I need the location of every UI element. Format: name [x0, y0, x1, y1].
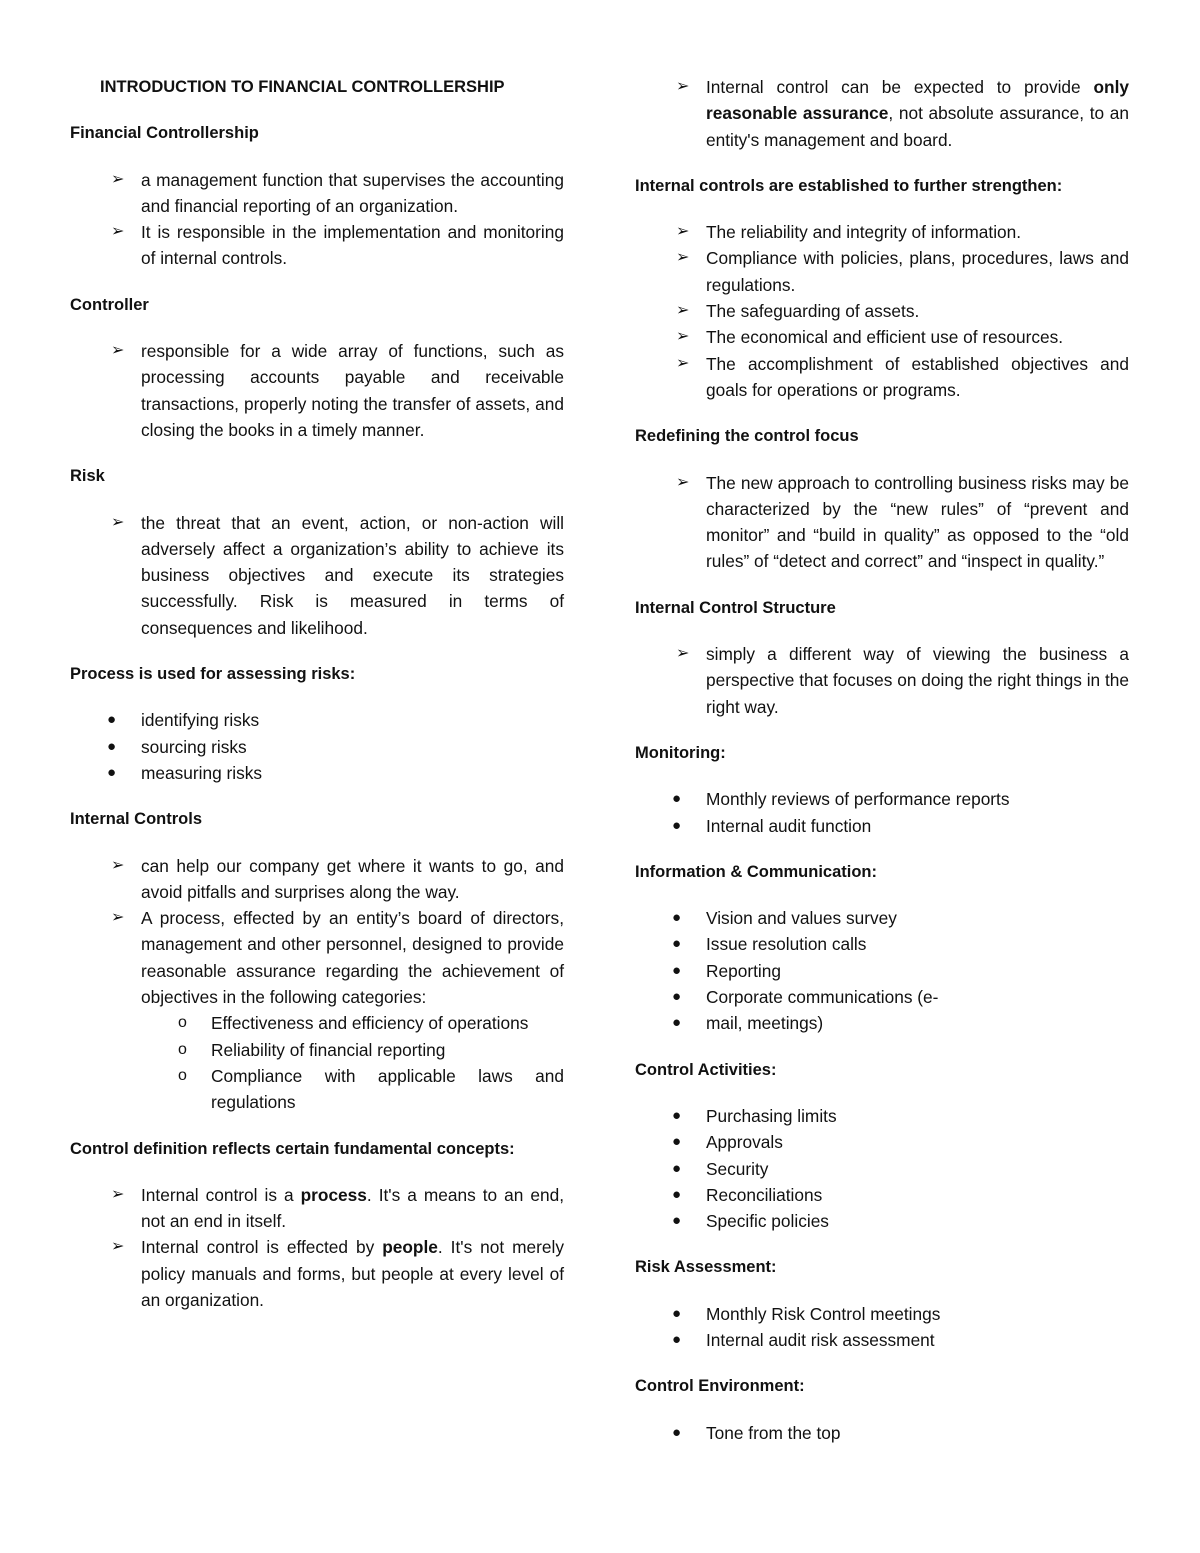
- list-item: ➢ The safeguarding of assets.: [635, 298, 1129, 324]
- list-item: ● Issue resolution calls: [635, 931, 1129, 957]
- bullet-icon: ●: [672, 816, 682, 834]
- arrow-bullet-icon: ➢: [111, 856, 125, 874]
- heading-monitoring: Monitoring:: [635, 743, 726, 762]
- list-financial-controllership: [70, 167, 564, 272]
- bullet-icon: ●: [672, 1423, 682, 1441]
- bullet-icon: ●: [672, 1133, 682, 1151]
- list-item: ● Vision and values survey: [635, 905, 1129, 931]
- heading-information-communication: Information & Communication:: [635, 862, 877, 881]
- list-item: ➢ the threat that an event, action, or non-action will adversely affect a organization’s ability to achieve its business objectives and execute its strategies successfully. Risk is measured in terms of consequences and likelihood.: [70, 510, 564, 641]
- list-item: ➢ A process, effected by an entity’s board of directors, management and other personnel, designed to provide reasonable assurance regarding the achievement of objectives in the following categories: o Effectiveness and efficiency of operations o Reliability of financial reporting o Compliance with applicable laws and regulations: [70, 905, 564, 1115]
- bullet-icon: ●: [672, 909, 682, 927]
- list-process-assessing-risks: [70, 707, 564, 786]
- list-item: o Compliance with applicable laws and regulations: [70, 1063, 564, 1116]
- list-item: ➢ The new approach to controlling business risks may be characterized by the “new rules” of “prevent and monitor” and “build in quality” as opposed to the “old rules” of “detect and correct” and “inspect in quality.”: [635, 470, 1129, 575]
- heading-control-activities: Control Activities:: [635, 1060, 777, 1079]
- list-item: ● Internal audit risk assessment: [635, 1327, 1129, 1353]
- bullet-icon: ●: [672, 1159, 682, 1177]
- list-item: ● sourcing risks: [70, 734, 564, 760]
- list-item: o Effectiveness and efficiency of operations: [70, 1010, 564, 1036]
- bullet-icon: ●: [107, 737, 117, 755]
- document-title: INTRODUCTION TO FINANCIAL CONTROLLERSHIP: [100, 78, 505, 96]
- list-control-environment: [635, 1420, 1129, 1446]
- list-internal-control-structure: [635, 641, 1129, 720]
- list-control-activities: [635, 1103, 1129, 1234]
- list-item: ● Tone from the top: [635, 1420, 1129, 1446]
- heading-strengthen: Internal controls are established to further strengthen:: [635, 176, 1063, 195]
- list-item: ● Reporting: [635, 958, 1129, 984]
- list-item: o Reliability of financial reporting: [70, 1037, 564, 1063]
- arrow-bullet-icon: ➢: [111, 223, 125, 241]
- heading-risk-assessment: Risk Assessment:: [635, 1258, 777, 1277]
- arrow-bullet-icon: ➢: [111, 909, 125, 927]
- list-information-communication: [635, 905, 1129, 1036]
- arrow-bullet-icon: ➢: [676, 302, 690, 320]
- bullet-icon: ●: [672, 790, 682, 808]
- list-item: ➢ Compliance with policies, plans, procedures, laws and regulations.: [635, 245, 1129, 298]
- list-item: ➢ Internal control is a process. It's a means to an end, not an end in itself.: [70, 1182, 564, 1235]
- bullet-icon: ●: [672, 1304, 682, 1322]
- heading-internal-controls: Internal Controls: [70, 810, 203, 829]
- heading-risk: Risk: [70, 467, 105, 486]
- list-item: ● Specific policies: [635, 1208, 1129, 1234]
- list-item: ● Corporate communications (e-: [635, 984, 1129, 1010]
- list-internal-controls: [70, 853, 564, 1116]
- heading-financial-controllership: Financial Controllership: [70, 124, 259, 143]
- list-item: ● measuring risks: [70, 760, 564, 786]
- heading-controller: Controller: [70, 295, 149, 314]
- heading-process-assessing-risks: Process is used for assessing risks:: [70, 665, 356, 684]
- list-item: ● identifying risks: [70, 707, 564, 733]
- circle-bullet-icon: o: [178, 1066, 187, 1084]
- list-item: ● Monthly Risk Control meetings: [635, 1301, 1129, 1327]
- list-item: ● Purchasing limits: [635, 1103, 1129, 1129]
- list-item: ● mail, meetings): [635, 1010, 1129, 1036]
- list-item: ● Internal audit function: [635, 813, 1129, 839]
- heading-redefining-control-focus: Redefining the control focus: [635, 427, 859, 446]
- list-item: ➢ responsible for a wide array of functions, such as processing accounts payable and receivable transactions, properly noting the transfer of assets, and closing the books in a timely manner.: [70, 338, 564, 443]
- arrow-bullet-icon: ➢: [676, 328, 690, 346]
- arrow-bullet-icon: ➢: [111, 1185, 125, 1203]
- list-item: ➢ It is responsible in the implementation and monitoring of internal controls.: [70, 219, 564, 272]
- arrow-bullet-icon: ➢: [676, 473, 690, 491]
- bullet-icon: ●: [672, 935, 682, 953]
- list-item: ● Approvals: [635, 1129, 1129, 1155]
- list-monitoring: [635, 786, 1129, 839]
- bullet-icon: ●: [672, 1212, 682, 1230]
- heading-internal-control-structure: Internal Control Structure: [635, 598, 836, 617]
- heading-control-environment: Control Environment:: [635, 1377, 805, 1396]
- arrow-bullet-icon: ➢: [111, 513, 125, 531]
- arrow-bullet-icon: ➢: [111, 1238, 125, 1256]
- arrow-bullet-icon: ➢: [676, 354, 690, 372]
- list-risk-assessment: [635, 1301, 1129, 1354]
- list-strengthen: [635, 219, 1129, 403]
- bullet-icon: ●: [672, 988, 682, 1006]
- list-item: ● Reconciliations: [635, 1182, 1129, 1208]
- list-item: ● Monthly reviews of performance reports: [635, 786, 1129, 812]
- circle-bullet-icon: o: [178, 1014, 187, 1032]
- list-item: ➢ a management function that supervises the accounting and financial reporting of an organization.: [70, 167, 564, 220]
- list-controller: [70, 338, 564, 443]
- list-item: ● Security: [635, 1156, 1129, 1182]
- list-item: ➢ Internal control is effected by people. It's not merely policy manuals and forms, but people at every level of an organization.: [70, 1234, 564, 1313]
- list-item: ➢ The reliability and integrity of information.: [635, 219, 1129, 245]
- bullet-icon: ●: [672, 1330, 682, 1348]
- arrow-bullet-icon: ➢: [676, 645, 690, 663]
- arrow-bullet-icon: ➢: [676, 78, 690, 95]
- heading-control-definition: Control definition reflects certain fundamental concepts:: [70, 1139, 515, 1158]
- list-item: ➢ The economical and efficient use of resources.: [635, 324, 1129, 350]
- list-item: ➢ The accomplishment of established objectives and goals for operations or programs.: [635, 351, 1129, 404]
- arrow-bullet-icon: ➢: [111, 170, 125, 188]
- bullet-icon: ●: [107, 711, 117, 729]
- arrow-bullet-icon: ➢: [111, 342, 125, 360]
- list-redefining-control-focus: [635, 470, 1129, 575]
- list-control-definition: [70, 1182, 564, 1313]
- bullet-icon: ●: [672, 1014, 682, 1032]
- right-column: [635, 74, 1129, 1466]
- list-item: ➢ Internal control can be expected to provide only reasonable assurance, not absolute assurance, to an entity's management and board.: [635, 74, 1129, 153]
- bullet-icon: ●: [672, 961, 682, 979]
- bullet-icon: ●: [672, 1106, 682, 1124]
- bullet-icon: ●: [672, 1185, 682, 1203]
- list-risk: [70, 510, 564, 641]
- arrow-bullet-icon: ➢: [676, 249, 690, 267]
- arrow-bullet-icon: ➢: [676, 223, 690, 241]
- list-reasonable-assurance: [635, 74, 1129, 153]
- list-item: ➢ can help our company get where it wants to go, and avoid pitfalls and surprises along the way.: [70, 853, 564, 906]
- circle-bullet-icon: o: [178, 1040, 187, 1058]
- bullet-icon: ●: [107, 763, 117, 781]
- list-item: ➢ simply a different way of viewing the business a perspective that focuses on doing the right things in the right way.: [635, 641, 1129, 720]
- left-column: [70, 74, 564, 1333]
- sublist-categories: [70, 1010, 564, 1115]
